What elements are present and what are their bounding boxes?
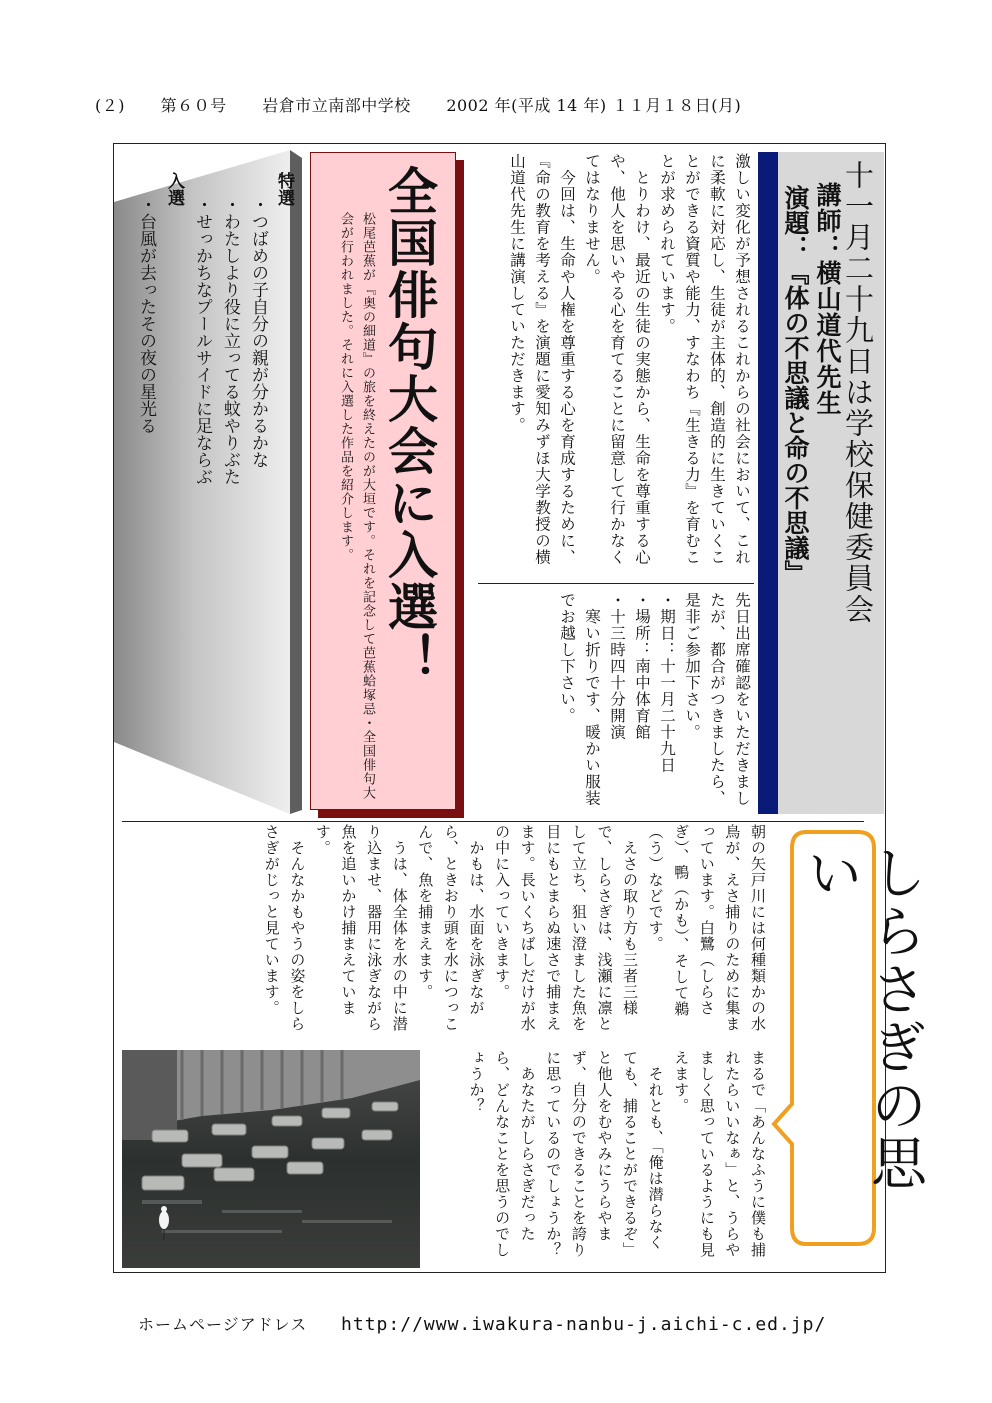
haiku-poem-2: ・わたしより役に立ってる蚊やりぶた — [220, 196, 240, 485]
lecture-body-bottom: 先日出席確認をいただきましたが、都合がつきましたら、是非ご参加下さい。 ・期日：十一月二十九日 ・場所：南中体育館 ・十三時四十分開演 寒い折りです、暖かい服装でお越し下さい。 — [558, 592, 751, 807]
homepage-label: ホームページアドレス — [138, 1315, 308, 1334]
haiku-poem-1: ・つばめの子自分の親が分かるかな — [248, 196, 268, 468]
lecture-body-top: 激しい変化が予想されるこれからの社会において、これに柔軟に対応し、生徒が主体的、創造的に生きていくことができる資質や能力、すなわち『生きる力』を育むことが求められています。 とりわけ、最近の生徒の実態から、生命を尊重する心や、他人を思いやる心を育てることに留意して行かなくてはなりません。 今回は、生命や人権を尊重する心を育成するために、『命の教育を考える』を演題に愛知みずほ大学教授の横山道代先生に講演していただきます。 — [508, 153, 751, 566]
lecture-theme: 演題：『体の不思議と命の不思議』 — [781, 185, 810, 585]
page-header — [95, 93, 895, 116]
haiku-select-label: 入選 — [164, 172, 184, 206]
haiku-poem-3: ・せっかちなプールサイドに足ならぶ — [192, 196, 212, 485]
homepage-url[interactable]: http://www.iwakura-nanbu-j.aichi-c.ed.jp/ — [341, 1314, 827, 1335]
page-footer — [138, 1312, 826, 1335]
shirasagi-body-bottom: まるで「あんなふうに僕も捕れたらいいなぁ」と、うらやましく思っているようにも見えます。 それとも、「俺は潜らなくても、捕ることができるぞ」と他人をむやみにうらやまず、自分のできることを誇りに思っているのでしょうか？ あなたがしらさぎだったら、どんなことを思うのでしょうか？ — [467, 1050, 767, 1258]
section-divider — [122, 821, 864, 822]
lecture-speaker: 講師：横山道代先生 — [813, 182, 842, 416]
haiku-headline: 全国俳句大会に入選！ — [380, 165, 438, 685]
river-egret-photo — [122, 1050, 420, 1268]
issue-number: 第６０号 — [160, 96, 227, 115]
lecture-accent-bar — [758, 152, 778, 814]
page-number: (２) — [95, 96, 125, 115]
haiku-special-label: 特選 — [274, 172, 294, 206]
haiku-intro: 松尾芭蕉が『奥の細道』の旅を終えたのが大垣です。それを記念して芭蕉蛤塚忌・全国俳句大会が行われました。それに入選した作品を紹介します。 — [338, 212, 375, 800]
issue-date: 2002 年(平成 14 年) １１月１８日(月) — [446, 96, 742, 115]
shirasagi-body-top: 朝の矢戸川には何種類かの水鳥が、えさ捕りのために集まっています。白鷺（しらさぎ）、鴨（かも）、そして鵜（う）などです。 えさの取り方も三者三様で、しらさぎは、浅瀬に凛として立ち、狙い澄ました魚を目にもとまらぬ速さで捕まえます。長いくちばしだけが水の中に入っていきます。 かもは、水面を泳ぎながら、ときおり頭を水につっこんで、魚を捕まえます。 うは、体全体を水の中に潜り込ませ、器用に泳ぎながら魚を追いかけ捕まえています。 そんなかもやうの姿をしらさぎがじっと見ています。 — [262, 824, 767, 1032]
haiku-poem-4: ・台風が去ったその夜の星光る — [136, 196, 156, 434]
lecture-divider — [478, 583, 754, 584]
school-name: 岩倉市立南部中学校 — [262, 96, 411, 115]
shirasagi-headline: しらさぎの思い — [798, 844, 927, 1192]
lecture-headline: 十一月二十九日は学校保健委員会 — [841, 160, 875, 625]
